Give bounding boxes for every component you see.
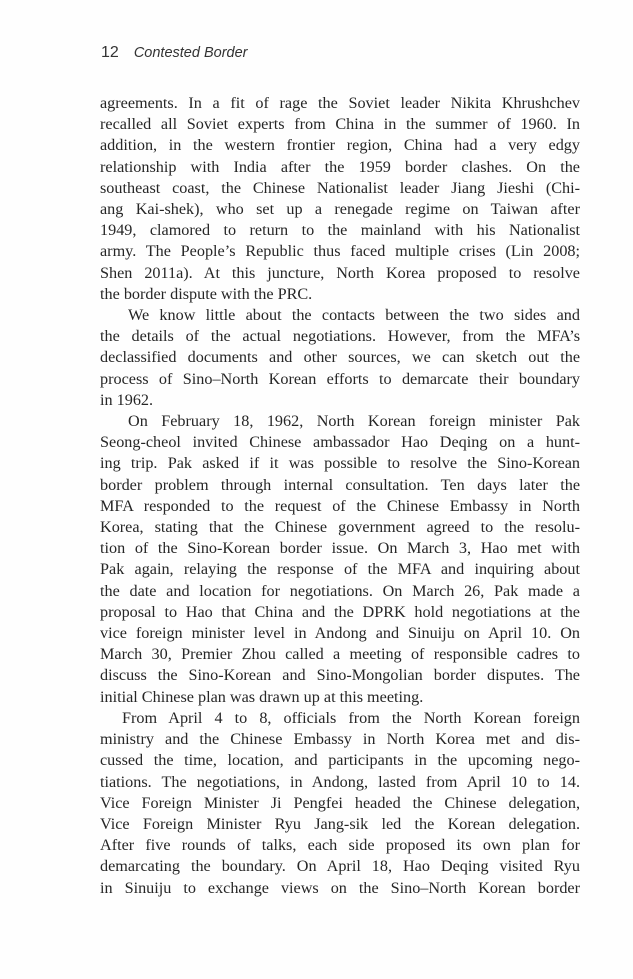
text-line: in 1962. xyxy=(100,390,154,409)
text-line: Seong-cheol invited Chinese ambassador Hao Deqing on a hunt- xyxy=(100,433,580,452)
text-line: tion of the Sino-Korean border issue. On March 3, Hao met with xyxy=(100,539,580,558)
text-line: demarcating the boundary. On April 18, Hao Deqing visited Ryu xyxy=(100,857,580,876)
text-line: the date and location for negotiations. On March 26, Pak made a xyxy=(100,581,580,600)
text-line: cussed the time, location, and participants in the upcoming nego- xyxy=(100,751,580,770)
text-line: southeast coast, the Chinese Nationalist leader Jiang Jieshi (Chi- xyxy=(100,178,580,197)
text-line: After five rounds of talks, each side proposed its own plan for xyxy=(100,836,580,855)
text-line: ing trip. Pak asked if it was possible to resolve the Sino-Korean xyxy=(100,454,580,473)
text-line: Vice Foreign Minister Ji Pengfei headed the Chinese delegation, xyxy=(100,793,580,812)
text-line: ministry and the Chinese Embassy in North Korea met and dis- xyxy=(100,730,580,749)
page-number: 12 xyxy=(101,44,119,61)
text-line: border problem through internal consultation. Ten days later the xyxy=(100,475,580,494)
text-line: Vice Foreign Minister Ryu Jang-sik led the Korean delegation. xyxy=(100,814,580,833)
text-line: 1949, clamored to return to the mainland with his Nationalist xyxy=(100,221,580,240)
paragraph xyxy=(100,305,580,411)
text-line: discuss the Sino-Korean and Sino-Mongolian border disputes. The xyxy=(100,666,580,685)
text-line: From April 4 to 8, officials from the North Korean foreign xyxy=(122,708,580,727)
text-line: relationship with India after the 1959 border clashes. On the xyxy=(100,157,580,176)
text-line: Korea, stating that the Chinese government agreed to the resolu- xyxy=(100,518,580,537)
text-line: declassified documents and other sources, we can sketch out the xyxy=(100,348,580,367)
text-line: Pak again, relaying the response of the MFA and inquiring about xyxy=(100,560,580,579)
text-line: Shen 2011a). At this juncture, North Korea proposed to resolve xyxy=(100,263,580,282)
text-line: ang Kai-shek), who set up a renegade regime on Taiwan after xyxy=(100,200,580,219)
text-line: MFA responded to the request of the Chinese Embassy in North xyxy=(100,496,580,515)
running-head xyxy=(101,44,247,62)
text-line: the border dispute with the PRC. xyxy=(100,284,313,303)
text-line: agreements. In a fit of rage the Soviet leader Nikita Khrushchev xyxy=(100,94,580,112)
book-title: Contested Border xyxy=(133,45,248,61)
body-text xyxy=(100,93,580,899)
text-line: in Sinuiju to exchange views on the Sino–North Korean border xyxy=(100,878,580,897)
text-line: tiations. The negotiations, in Andong, lasted from April 10 to 14. xyxy=(100,772,580,791)
text-line: vice foreign minister level in Andong and Sinuiju on April 10. On xyxy=(100,624,580,643)
text-line: We know little about the contacts between the two sides and xyxy=(128,306,580,325)
text-line: March 30, Premier Zhou called a meeting of responsible cadres to xyxy=(100,645,580,664)
text-line: proposal to Hao that China and the DPRK hold negotiations at the xyxy=(100,602,580,621)
text-line: process of Sino–North Korean efforts to demarcate their boundary xyxy=(100,369,580,388)
text-line: addition, in the western frontier region, China had a very edgy xyxy=(100,136,580,155)
text-line: army. The People’s Republic thus faced multiple crises (Lin 2008; xyxy=(100,242,580,261)
text-line: initial Chinese plan was drawn up at this meeting. xyxy=(100,687,424,706)
paragraph xyxy=(100,93,580,305)
text-line: the details of the actual negotiations. However, from the MFA’s xyxy=(100,327,580,346)
paragraph xyxy=(100,708,580,899)
paragraph xyxy=(100,411,580,708)
text-line: On February 18, 1962, North Korean foreign minister Pak xyxy=(128,412,580,431)
text-line: recalled all Soviet experts from China in the summer of 1960. In xyxy=(100,115,580,134)
